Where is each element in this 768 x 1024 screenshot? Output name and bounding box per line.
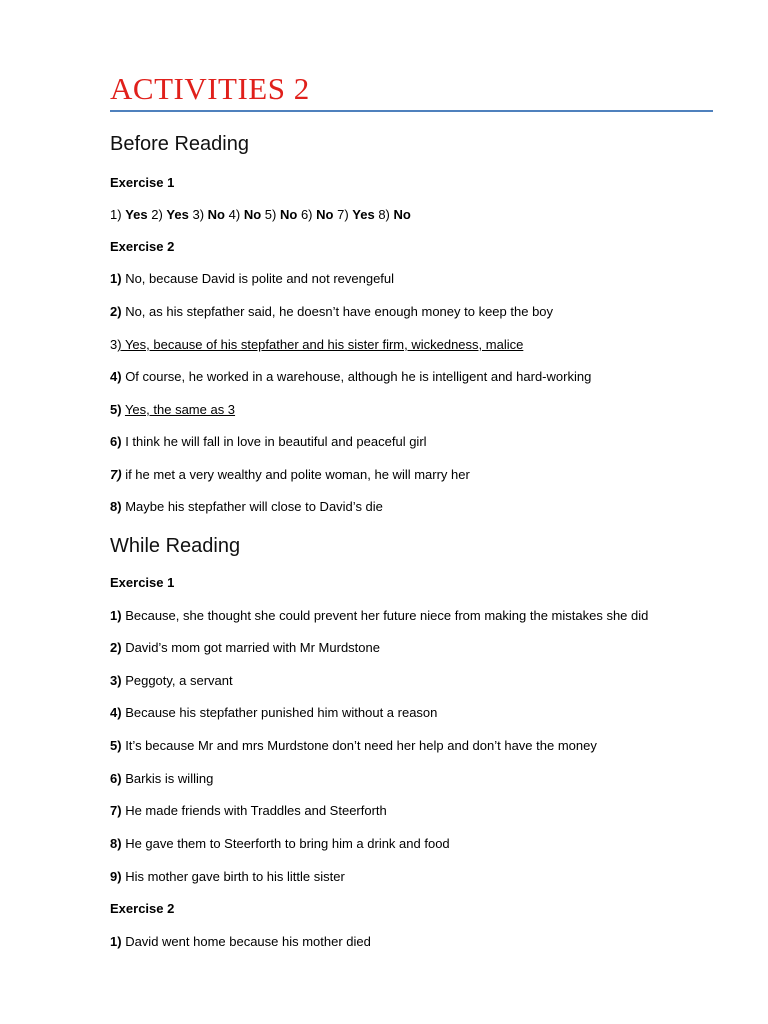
answer-line: [110, 466, 470, 484]
answer-line: [110, 336, 523, 354]
answer-text: He made friends with Traddles and Steerforth: [125, 803, 387, 818]
item-answer: No: [279, 207, 298, 222]
answer-text: He gave them to Steerforth to bring him a drink and food: [125, 836, 450, 851]
answer-line: [110, 303, 553, 321]
answer-number: 8): [110, 499, 122, 514]
item-answer: Yes: [125, 207, 148, 222]
answer-number: 5): [110, 402, 122, 417]
answer-number: 3): [110, 673, 122, 688]
answer-number: 4): [110, 705, 122, 720]
answer-text: if he met a very wealthy and polite woman, he will marry her: [125, 467, 470, 482]
title-underline: [110, 110, 713, 112]
exercise-label: Exercise 1: [110, 175, 175, 190]
answer-text: I think he will fall in love in beautiful and peaceful girl: [125, 434, 427, 449]
answer-number: 6): [110, 771, 122, 786]
answer-number: 7): [110, 803, 122, 818]
item-answer: Yes: [166, 207, 189, 222]
item-number: 1): [110, 207, 122, 222]
answer-line: [110, 835, 450, 853]
answer-text: Peggoty, a servant: [125, 673, 233, 688]
answer-number: 1): [110, 608, 122, 623]
answer-number: 8): [110, 836, 122, 851]
answer-line: [110, 401, 235, 419]
answer-number: 5): [110, 738, 122, 753]
answer-line: [110, 802, 387, 820]
exercise-label: Exercise 1: [110, 575, 175, 590]
answer-text: No, as his stepfather said, he doesn’t have enough money to keep the boy: [125, 304, 554, 319]
item-number: 7): [337, 207, 349, 222]
answer-line: [110, 433, 427, 451]
item-number: 6): [300, 207, 313, 222]
answer-text: It’s because Mr and mrs Murdstone don’t need her help and don’t have the money: [125, 738, 597, 753]
answer-text: Because, she thought she could prevent her future niece from making the mistakes she did: [125, 608, 649, 623]
section-heading-before-reading: Before Reading: [110, 133, 249, 155]
answer-line: [110, 270, 394, 288]
answer-line: [110, 704, 437, 722]
answer-number: 2): [110, 640, 122, 655]
answer-number: 9): [110, 869, 122, 884]
answer-text: David went home because his mother died: [125, 934, 371, 949]
item-answer: No: [316, 207, 334, 222]
answer-text: Yes, the same as 3: [124, 402, 236, 417]
answer-line: [110, 368, 591, 386]
answer-line: [110, 933, 371, 951]
answer-line: [110, 672, 233, 690]
item-number: 8): [378, 207, 390, 222]
answer-number-digit: 3: [110, 337, 118, 352]
answer-line: [110, 868, 345, 886]
answer-text: His mother gave birth to his little sister: [125, 869, 345, 884]
answer-number-paren: ): [117, 337, 122, 352]
answer-number: [110, 337, 122, 352]
item-number: 2): [151, 207, 163, 222]
answer-text: David’s mom got married with Mr Murdstone: [125, 640, 380, 655]
answer-number: 1): [110, 934, 122, 949]
answer-text: Maybe his stepfather will close to David’s die: [125, 499, 383, 514]
exercise-1-answer-line: [110, 206, 411, 224]
answer-line: [110, 607, 648, 625]
item-number: 3): [192, 207, 205, 222]
answer-text: No, because David is polite and not revengeful: [125, 271, 395, 286]
answer-number: 2): [110, 304, 122, 319]
item-answer: No: [393, 207, 411, 222]
answer-text: Barkis is willing: [125, 771, 214, 786]
answer-text: Of course, he worked in a warehouse, although he is intelligent and hard-working: [125, 369, 592, 384]
item-answer: Yes: [352, 207, 375, 222]
exercise-label: Exercise 2: [110, 901, 175, 916]
answer-number: 6): [110, 434, 122, 449]
answer-line: [110, 639, 380, 657]
exercise-label: Exercise 2: [110, 239, 175, 254]
answer-line: [110, 737, 597, 755]
answer-line: [110, 498, 383, 516]
answer-number: 4): [110, 369, 122, 384]
item-number: 4): [228, 207, 241, 222]
item-answer: No: [243, 207, 262, 222]
page-title: ACTIVITIES 2: [110, 71, 310, 106]
answer-line: [110, 770, 213, 788]
section-heading-while-reading: While Reading: [110, 535, 241, 557]
answer-number: 7): [110, 467, 122, 482]
answer-text: Because his stepfather punished him without a reason: [125, 705, 438, 720]
item-number: 5): [264, 207, 277, 222]
item-answer: No: [207, 207, 225, 222]
answer-text: Yes, because of his stepfather and his sister firm, wickedness, malice: [121, 337, 524, 352]
answer-number: 1): [110, 271, 122, 286]
